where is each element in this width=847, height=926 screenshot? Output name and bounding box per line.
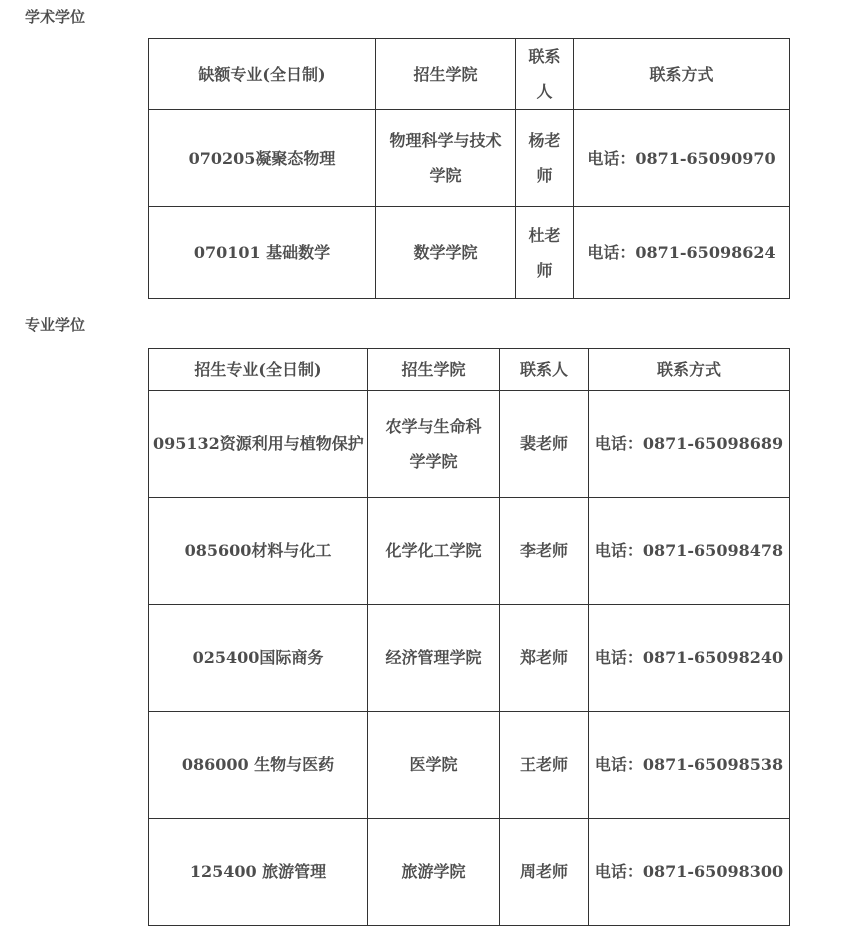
table-row — [149, 605, 790, 712]
section-heading-professional-degree: 专业学位 — [25, 316, 86, 334]
column-header: 联系人 — [516, 39, 574, 110]
table-cell: 杜老师 — [516, 207, 574, 299]
table-cell: 电话：0871-65098478 — [589, 498, 790, 605]
table-row — [149, 110, 790, 207]
section-heading-academic-degree: 学术学位 — [25, 8, 86, 26]
table-cell: 农学与生命科学学院 — [368, 391, 500, 498]
professional-degree-table — [148, 348, 790, 926]
table-cell: 裴老师 — [500, 391, 589, 498]
table-cell: 医学院 — [368, 712, 500, 819]
header-row — [149, 349, 790, 391]
academic-degree-table — [148, 38, 790, 299]
table-cell: 070101 基础数学 — [149, 207, 376, 299]
table-cell: 086000 生物与医药 — [149, 712, 368, 819]
table-cell: 化学化工学院 — [368, 498, 500, 605]
table-cell: 旅游学院 — [368, 819, 500, 926]
table-row — [149, 712, 790, 819]
table-cell: 电话：0871-65098538 — [589, 712, 790, 819]
column-header: 招生学院 — [368, 349, 500, 391]
table-body — [149, 391, 790, 926]
header-row — [149, 39, 790, 110]
table-body — [149, 110, 790, 299]
table-header — [149, 39, 790, 110]
column-header: 招生学院 — [376, 39, 516, 110]
table-cell: 电话：0871-65098240 — [589, 605, 790, 712]
table-row — [149, 391, 790, 498]
table-cell: 王老师 — [500, 712, 589, 819]
table-cell: 经济管理学院 — [368, 605, 500, 712]
table-cell: 085600材料与化工 — [149, 498, 368, 605]
table-cell: 电话：0871-65098300 — [589, 819, 790, 926]
table-cell: 郑老师 — [500, 605, 589, 712]
table-row — [149, 819, 790, 926]
column-header: 联系人 — [500, 349, 589, 391]
table-cell: 070205凝聚态物理 — [149, 110, 376, 207]
table-cell: 125400 旅游管理 — [149, 819, 368, 926]
table-row — [149, 498, 790, 605]
table-cell: 电话：0871-65098689 — [589, 391, 790, 498]
column-header: 缺额专业(全日制) — [149, 39, 376, 110]
table-header — [149, 349, 790, 391]
table-cell: 物理科学与技术学院 — [376, 110, 516, 207]
column-header: 招生专业(全日制) — [149, 349, 368, 391]
table-cell: 095132资源利用与植物保护 — [149, 391, 368, 498]
column-header: 联系方式 — [589, 349, 790, 391]
table-cell: 李老师 — [500, 498, 589, 605]
table-cell: 杨老师 — [516, 110, 574, 207]
table-cell: 电话：0871-65098624 — [574, 207, 790, 299]
table-cell: 数学学院 — [376, 207, 516, 299]
table-cell: 周老师 — [500, 819, 589, 926]
table-cell: 025400国际商务 — [149, 605, 368, 712]
table-cell: 电话：0871-65090970 — [574, 110, 790, 207]
column-header: 联系方式 — [574, 39, 790, 110]
table-row — [149, 207, 790, 299]
